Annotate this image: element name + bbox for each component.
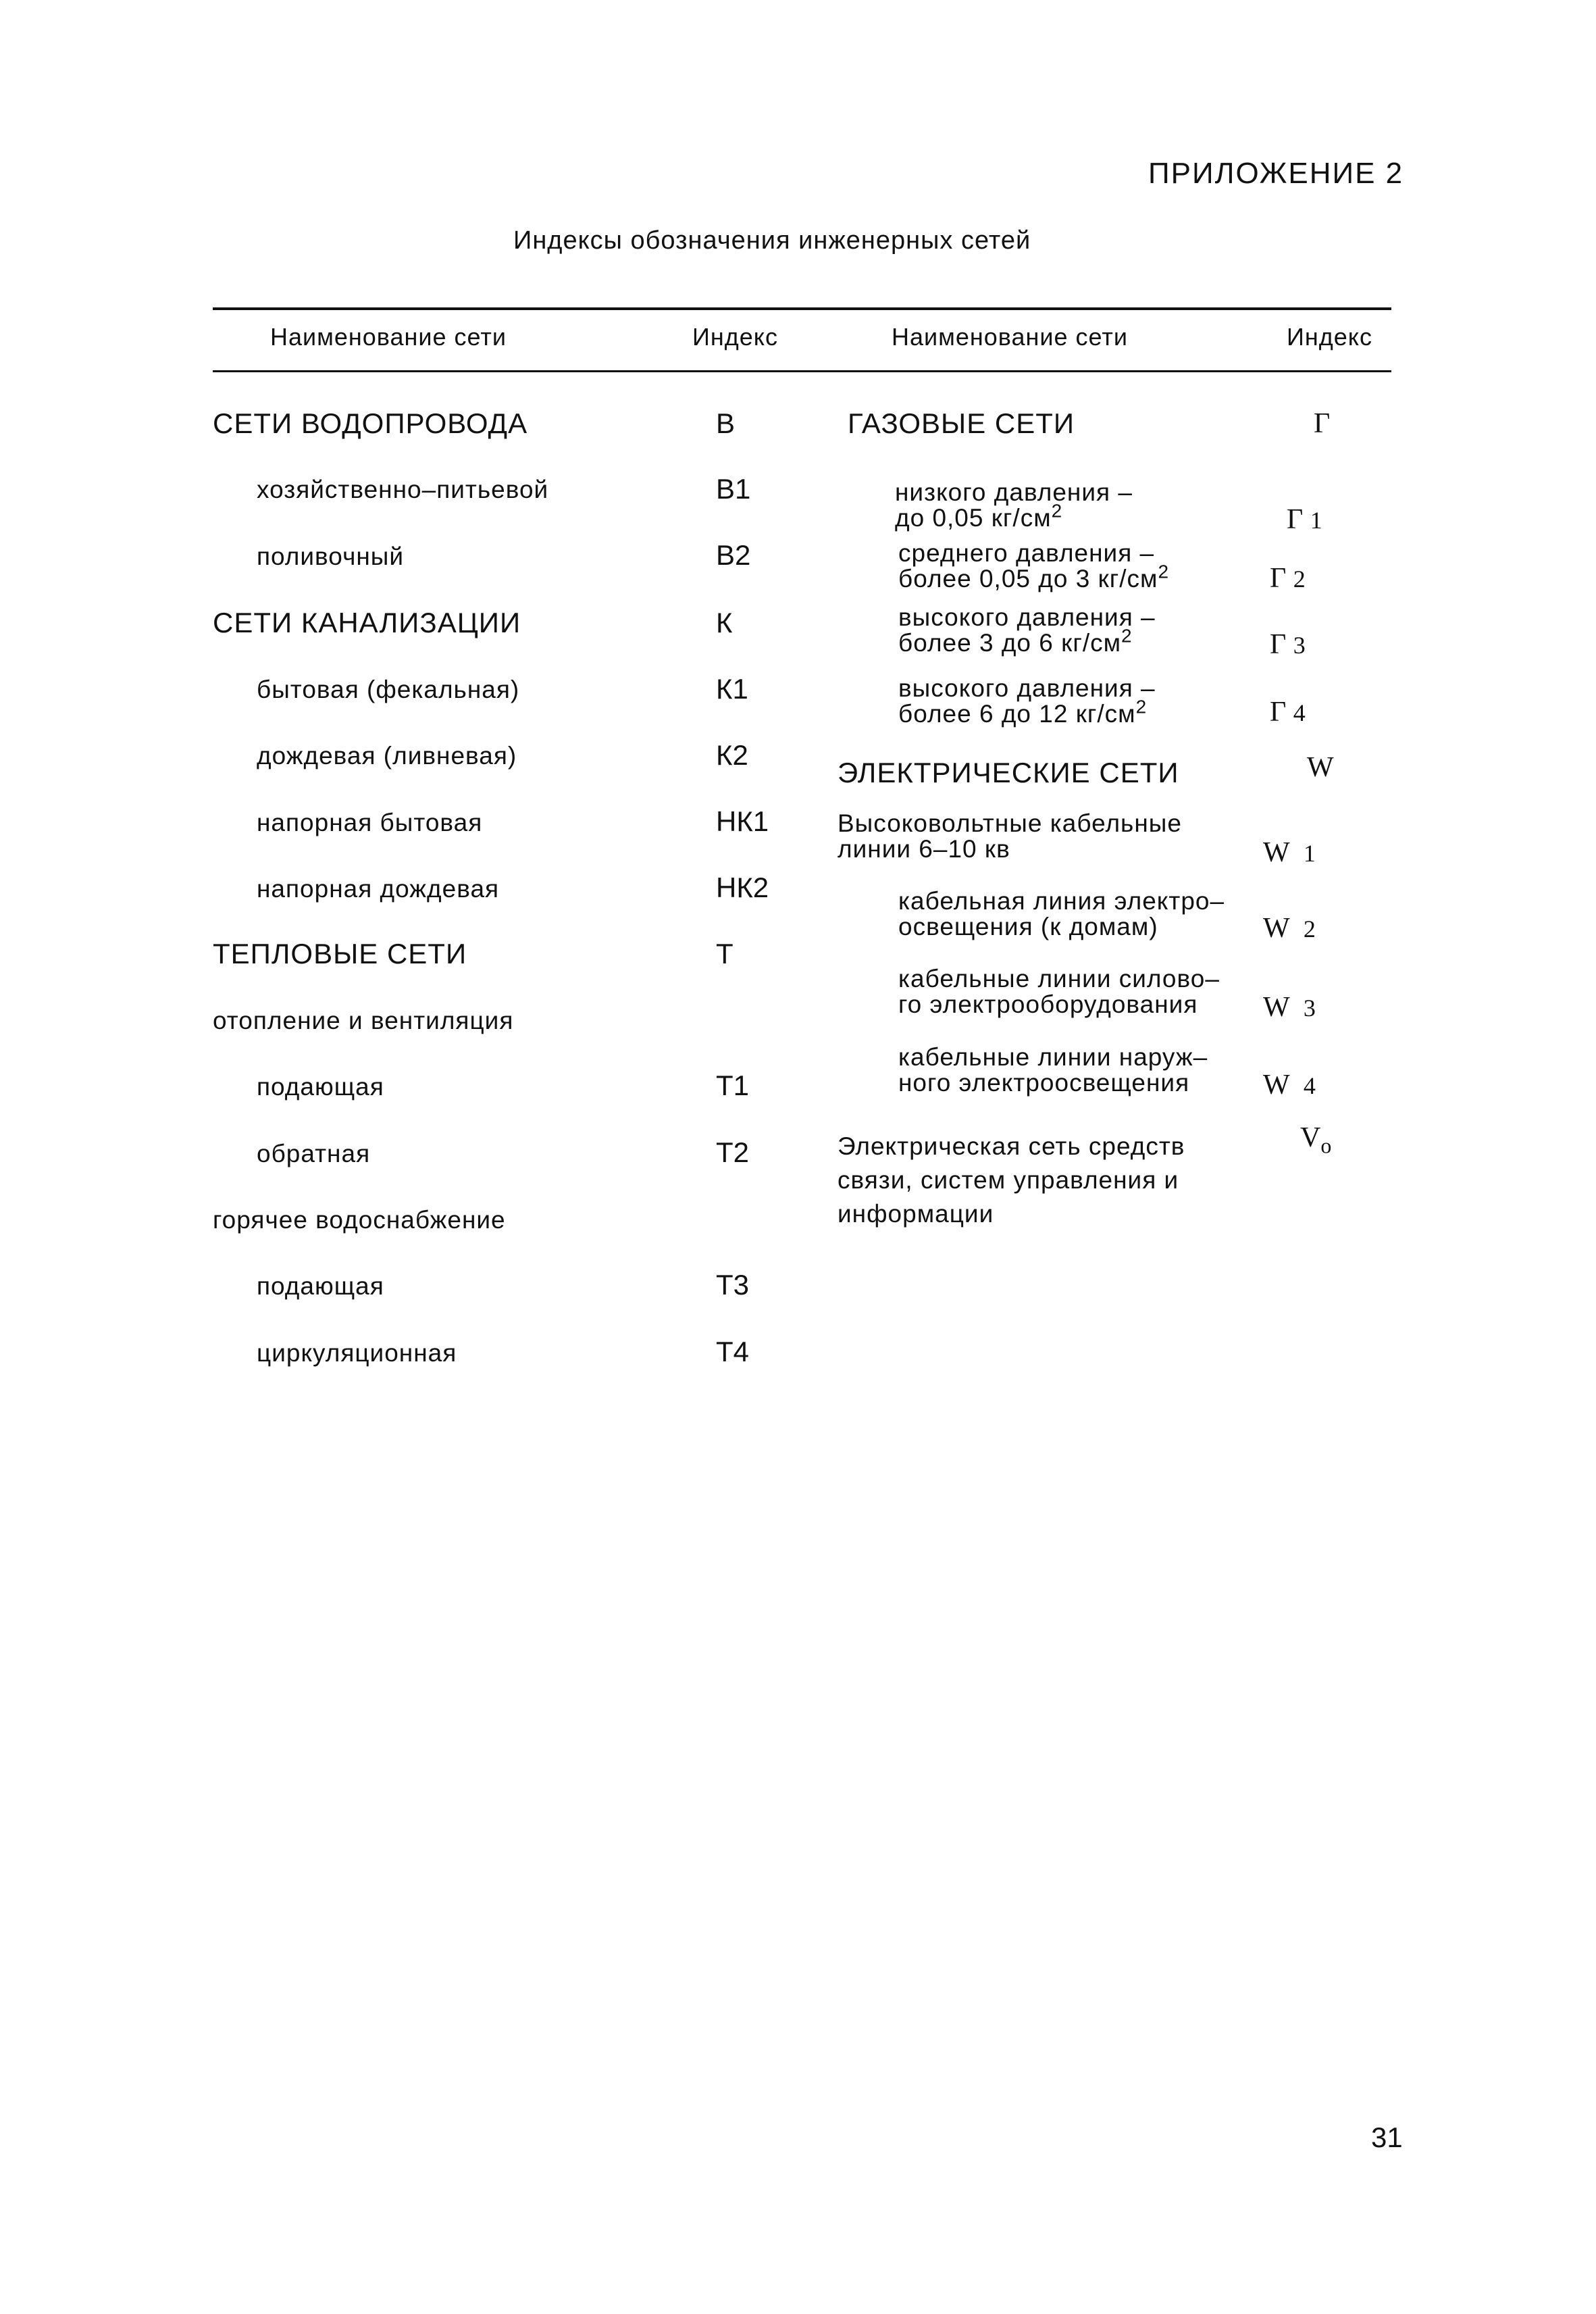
list-item: СЕТИ ВОДОПРОВОДА <box>213 407 528 439</box>
header-left-name: Наименование сети <box>270 323 507 351</box>
list-item: высокого давления – более 3 до 6 $кг/см^2$ <box>898 603 1156 657</box>
index-value: В2 <box>716 539 751 571</box>
index-value: Т2 <box>716 1136 750 1168</box>
index-value: Т3 <box>716 1269 750 1301</box>
list-item: поливочный <box>257 543 405 570</box>
index-value: Г 2 <box>1270 563 1306 594</box>
list-item: подающая <box>257 1073 384 1101</box>
header-left-index: Индекс <box>692 323 778 351</box>
page-title: Индексы обозначения инженерных сетей <box>513 226 1031 255</box>
list-item: кабельные линии наруж– ного электроосвещения <box>898 1043 1208 1097</box>
list-item: высокого давления – более 6 до 12 $кг/см^2$ <box>898 674 1156 728</box>
list-item: подающая <box>257 1272 384 1300</box>
index-value: Т1 <box>716 1070 750 1101</box>
index-value: $V_о$ <box>1300 1122 1332 1158</box>
index-value: W 1 <box>1263 837 1316 868</box>
list-item: Высоковольтные кабельные линии 6–10 кв <box>838 809 1182 863</box>
header-right-name: Наименование сети <box>892 323 1128 351</box>
list-item: бытовая (фекальная) <box>257 676 520 703</box>
list-item: отопление и вентиляция <box>213 1007 514 1034</box>
header-right-index: Индекс <box>1287 323 1372 351</box>
index-value: К1 <box>716 673 748 705</box>
list-item: кабельная линия электро– освещения (к домам) <box>898 887 1225 940</box>
list-item: среднего давления – более 0,05 до 3 $кг/см^2$ <box>898 539 1170 593</box>
index-value: К2 <box>716 739 748 771</box>
index-value: В <box>716 407 736 439</box>
index-value: Г <box>1314 408 1331 439</box>
index-value: Т <box>716 938 733 970</box>
index-value: Т4 <box>716 1336 750 1367</box>
index-value: W 3 <box>1263 992 1316 1023</box>
list-item: ГАЗОВЫЕ СЕТИ <box>848 407 1075 439</box>
list-item: низкого давления – до 0,05 $кг/см^2$ <box>895 478 1133 532</box>
list-item: кабельные линии силово– го электрооборудования <box>898 965 1220 1018</box>
index-value: Г 4 <box>1270 697 1306 728</box>
index-value: W <box>1307 752 1334 783</box>
list-item: Электрическая сеть средств связи, систем управления и информации <box>838 1132 1185 1228</box>
list-item: ТЕПЛОВЫЕ СЕТИ <box>213 938 467 970</box>
appendix-label: ПРИЛОЖЕНИЕ 2 <box>1148 157 1404 190</box>
list-item: горячее водоснабжение <box>213 1206 506 1234</box>
index-value: W 4 <box>1263 1070 1316 1101</box>
page-number: 31 <box>1371 2121 1403 2153</box>
list-item: обратная <box>257 1140 371 1167</box>
list-item: СЕТИ КАНАЛИЗАЦИИ <box>213 607 521 638</box>
index-value: НК1 <box>716 805 769 837</box>
table-header-rule <box>213 370 1391 372</box>
index-value: К <box>716 607 733 638</box>
table-top-rule <box>213 307 1391 310</box>
list-item: циркуляционная <box>257 1339 457 1367</box>
index-value: НК2 <box>716 872 769 903</box>
index-value: Г 3 <box>1270 629 1306 660</box>
index-value: Г 1 <box>1287 504 1322 535</box>
index-value: В1 <box>716 473 751 505</box>
index-value: W 2 <box>1263 913 1316 944</box>
list-item: напорная дождевая <box>257 875 500 903</box>
list-item: хозяйственно–питьевой <box>257 476 549 503</box>
list-item: ЭЛЕКТРИЧЕСКИЕ СЕТИ <box>838 757 1179 788</box>
list-item: напорная бытовая <box>257 809 483 836</box>
list-item: дождевая (ливневая) <box>257 742 517 770</box>
